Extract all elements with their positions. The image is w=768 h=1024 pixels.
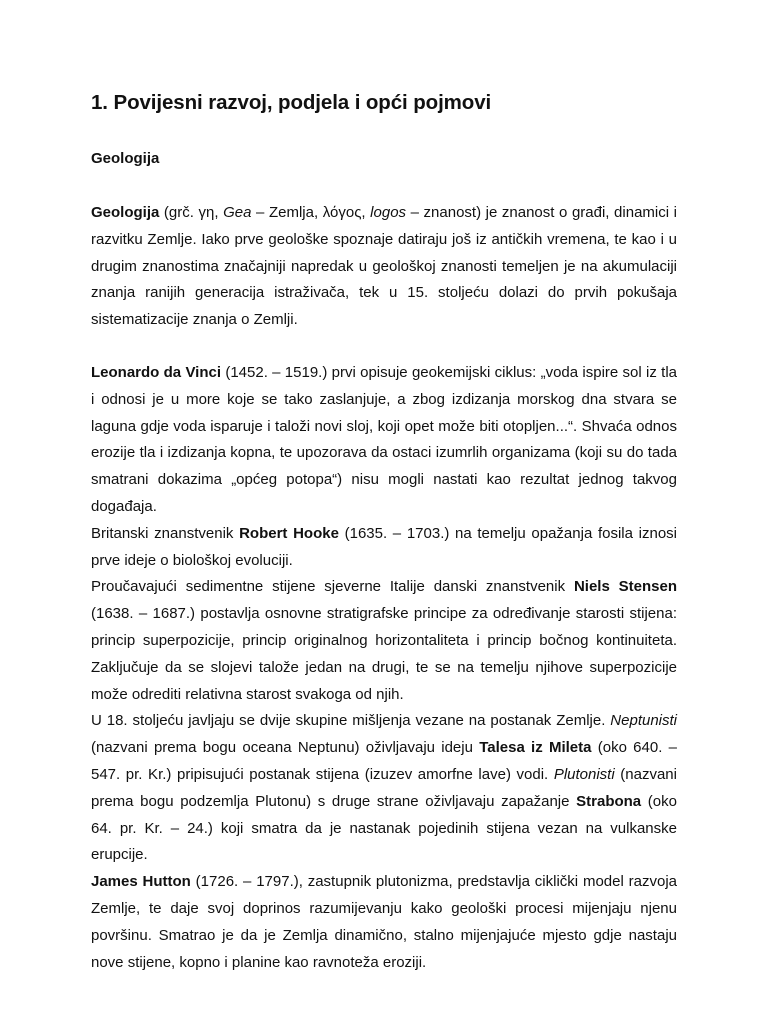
- paragraph-hutton: [91, 869, 677, 976]
- paragraph-hooke: [91, 521, 677, 575]
- name-hutton: James Hutton: [91, 873, 191, 891]
- section-heading: Geologija: [91, 150, 160, 167]
- p6-text: (1726. – 1797.), zastupnik plutonizma, predstavlja ciklički model razvoja Zemlje, te daje svoj doprinos razumijevanju kako geološki procesi mijenjaju njenu površinu. Smatrao je da je Zemlja dinamično, stalno mijenjajuće mjesto gdje nastaju nove stijene, kopno i planine kao ravnoteža eroziji.: [91, 873, 677, 971]
- term-geologija: Geologija: [91, 204, 160, 221]
- p1-text-2: – Zemlja, λόγος,: [251, 204, 371, 221]
- p5-text-1: U 18. stoljeću javljaju se dvije skupine mišljenja vezane na postanak Zemlje.: [91, 712, 611, 730]
- p1-text-3: – znanost) je znanost o građi, dinamici i razvitku Zemlje. Iako prve geološke spoznaje datiraju još iz antičkih vremena, te kao i u drugim znanostima značajniji napredak u geološkoj znanosti temeljen je na akumulaciji znanja ranijih generacija istraživača, tek u 15. stoljeću dolazi do prvih pokušaja sistematizacije znanja o Zemlji.: [91, 204, 677, 329]
- p4-text-before: Proučavajući sedimentne stijene sjeverne Italije danski znanstvenik: [91, 578, 574, 596]
- term-logos: logos: [370, 204, 407, 221]
- name-hooke: Robert Hooke: [239, 524, 339, 542]
- p4-text-after: (1638. – 1687.) postavlja osnovne stratigrafske principe za određivanje starosti stijena: princip superpozicije, princip originalnog horizontaliteta i princip bočnog kontinuiteta. Zaključuje da se slojevi talože jedan na drugi, te se na temelju njihove superpozicije može odrediti relativna starost svakoga od njih.: [91, 605, 677, 703]
- term-gea: Gea: [223, 204, 252, 221]
- p2-text: (1452. – 1519.) prvi opisuje geokemijski ciklus: „voda ispire sol iz tla i odnosi je u more koje se tako zaslanjuje, a zbog izdizanja morskog dna stvara se laguna gdje voda isparuje i taloži novi sloj, koji opet može biti otopljen...“. Shvaća odnos erozije tla i izdizanja kopna, te upozorava da ostaci izumrlih organizama (koji su do tada smatrani dokazima „općeg potopa“) nisu mogli nastati kao rezultat jednog takvog događaja.: [91, 363, 678, 515]
- name-strabon: Strabona: [576, 792, 642, 810]
- name-tales: Talesa iz Mileta: [479, 739, 592, 757]
- p1-text-1: (grč. γη,: [159, 204, 224, 221]
- p3-text-after: (1635. – 1703.) na temelju opažanja fosila iznosi prve ideje o biološkoj evoluciji.: [91, 524, 677, 569]
- paragraph-stensen: [91, 574, 677, 708]
- p3-text-before: Britanski znanstvenik: [91, 524, 240, 542]
- p5-text-3: (oko 640. – 547. pr. Kr.) pripisujući postanak stijena (izuzev amorfne lave) vodi.: [91, 739, 677, 783]
- term-plutonisti: Plutonisti: [553, 765, 615, 783]
- p5-text-2: (nazvani prema bogu oceana Neptunu) oživljavaju ideju: [91, 739, 480, 757]
- term-neptunisti: Neptunisti: [610, 712, 677, 730]
- p5-text-5: (oko 64. pr. Kr. – 24.) koji smatra da je nastanak pojedinih stijena vezan na vulkanske erupcije.: [91, 792, 677, 864]
- name-leonardo: Leonardo da Vinci: [91, 363, 222, 381]
- name-stensen: Niels Stensen: [573, 578, 677, 596]
- paragraph-geologija: [91, 200, 677, 334]
- paragraph-neptunisti-plutonisti: [91, 708, 677, 869]
- chapter-title: 1. Povijesni razvoj, podjela i opći pojmovi: [91, 91, 492, 114]
- p5-text-4: (nazvani prema bogu podzemlja Plutonu) s druge strane oživljavaju zapažanje: [91, 765, 677, 810]
- paragraph-leonardo: [91, 360, 677, 521]
